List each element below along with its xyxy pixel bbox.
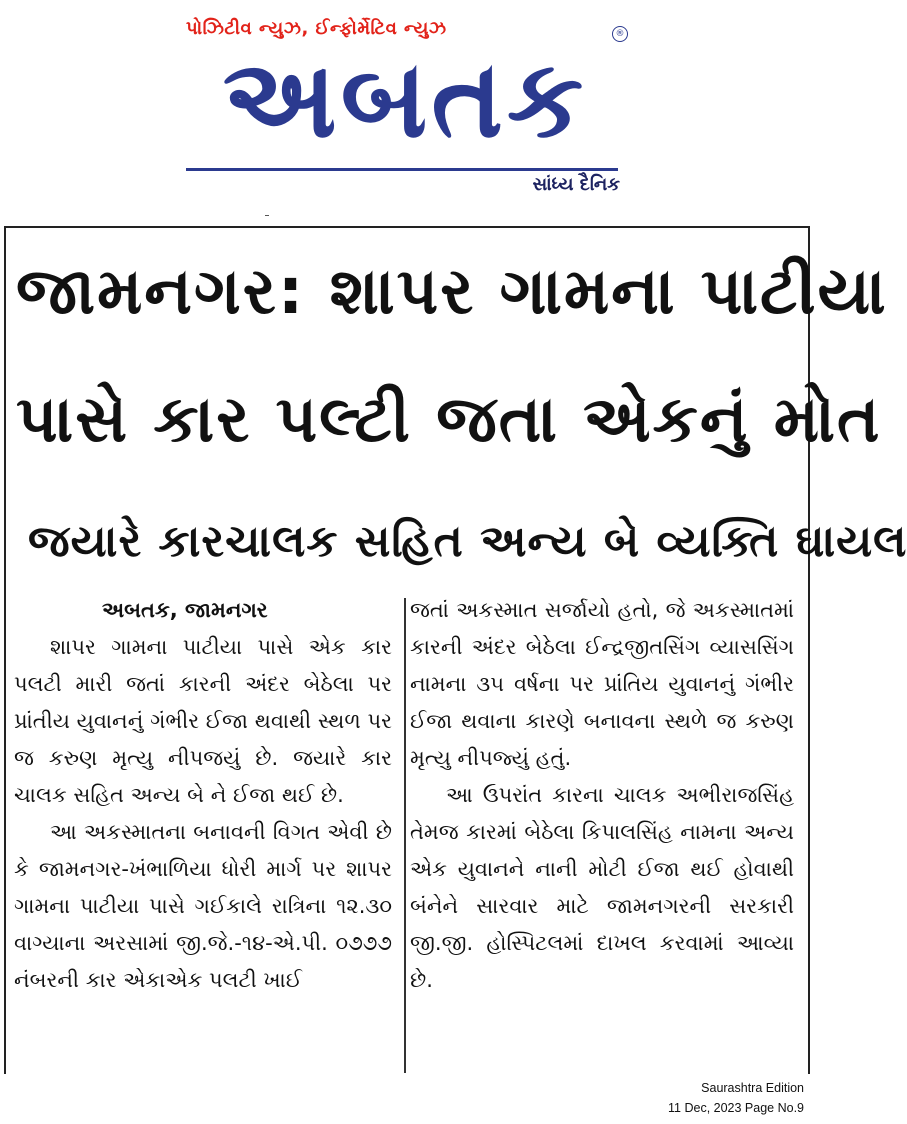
paragraph: આ અકસ્માતના બનાવની વિગત એવી છે કે જામનગર-ખંભાળિયા ધોરી માર્ગ પર શાપર ગામના પાટીયા પાસે ગઈકાલે રાત્રિના ૧૨.૩૦ વાગ્યાના અરસામાં જી.જે.-૧૪-એ.પી. ૦૭૭૭ નંબરની કાર એકાએક પલટી ખાઈ	[14, 820, 392, 992]
masthead	[0, 0, 814, 215]
column-divider	[404, 598, 406, 1073]
news-article	[4, 226, 907, 1074]
dateline: અબતક, જામનગર	[102, 598, 268, 622]
newspaper-logo: અબતક	[222, 37, 588, 162]
headline-line-2: પાસે કાર પલ્ટી જતા એકનું મોત	[16, 383, 882, 457]
masthead-subtitle: સાંધ્ય દૈનિક	[532, 174, 620, 195]
masthead-tagline: પોઝિટીવ ન્યુઝ, ઈન્ફોર્મેટિવ ન્યુઝ	[186, 18, 447, 39]
edition-name: Saurashtra Edition	[701, 1081, 804, 1095]
article-column-left	[14, 592, 392, 999]
headline-line-1: જામનગર: શાપર ગામના પાટીયા	[16, 255, 888, 329]
registered-trademark-icon: ®	[612, 26, 628, 42]
paragraph: શાપર ગામના પાટીયા પાસે એક કાર પલટી મારી જતાં કારની અંદર બેઠેલા પર પ્રાંતીય યુવાનનું ગંભીર ઈજા થવાથી સ્થળ પર જ કરુણ મૃત્યુ નીપજયું છે. જયારે કાર ચાલક સહિત અન્ય બે ને ઈજા થઈ છે.	[14, 635, 392, 807]
paragraph: જતાં અકસ્માત સર્જાયો હતો, જે અકસ્માતમાં કારની અંદર બેઠેલા ઈન્દ્રજીતસિંગ વ્યાસસિંગ નામના ૩૫ વર્ષના પર પ્રાંતિય યુવાનનું ગંભીર ઈજા થવાના કારણે બનાવના સ્થળે જ કરુણ મૃત્યુ નીપજ્યું હતું.	[410, 598, 794, 770]
divider-mark	[265, 215, 269, 216]
subheadline: જયારે કારચાલક સહિત અન્ય બે વ્યક્તિ ઘાયલ	[28, 516, 907, 567]
paragraph: આ ઉપરાંત કારના ચાલક અભીરાજસિંહ તેમજ કારમાં બેઠેલા કિપાલસિંહ નામના અન્ય એક યુવાનને નાની મોટી ઈજા થઈ હોવાથી બંનેને સારવાર માટે જામનગરની સરકારી જી.જી. હોસ્પિટલમાં દાખલ કરવામાં આવ્યા છે.	[410, 783, 794, 992]
article-column-right	[410, 592, 794, 999]
edition-date-page: 11 Dec, 2023 Page No.9	[668, 1101, 804, 1115]
logo-divider	[186, 168, 618, 171]
edition-info	[668, 1078, 804, 1118]
